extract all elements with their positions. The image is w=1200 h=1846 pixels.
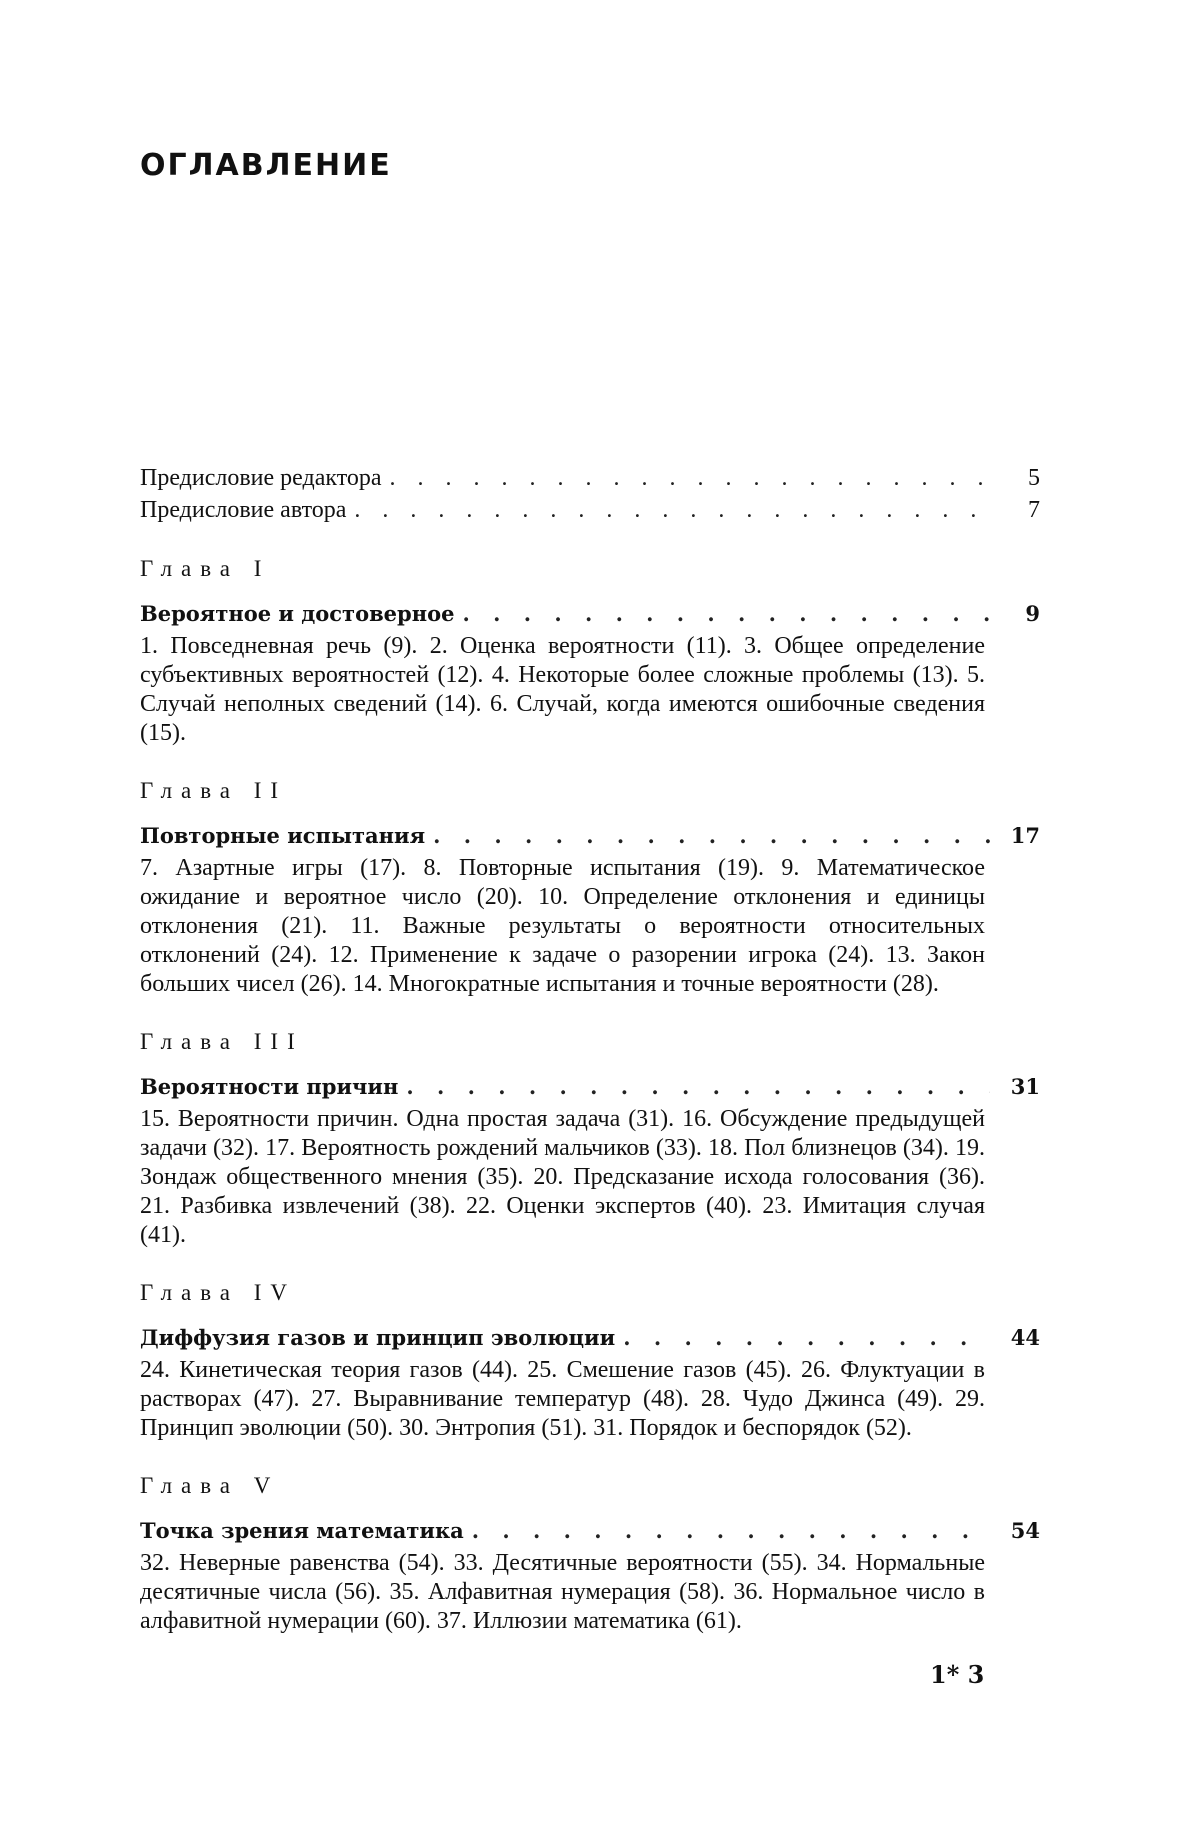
leader-dots <box>462 598 990 630</box>
leader-dots <box>433 820 990 852</box>
leader-dots <box>354 494 990 526</box>
chapter-sections: 24. Кинетическая теория газов (44). 25. Смешение газов (45). 26. Флуктуации в растворах (47). 27. Выравнивание температур (48). 28. Чудо Джинса (49). 29. Принцип эволюции (50). 30. Энтропия (51). 31. Порядок и беспорядок (52). <box>140 1357 985 1441</box>
chapter-label: Глава V <box>140 1473 280 1498</box>
table-of-contents <box>140 462 1040 1636</box>
toc-page-number: 31 <box>1010 1074 1040 1099</box>
chapter-title-line <box>140 1515 1040 1547</box>
page-footer-number: 1* 3 <box>930 1660 985 1689</box>
toc-page-number: 44 <box>1010 1325 1040 1350</box>
toc-entry-author-preface <box>140 494 1040 526</box>
chapter-title: Вероятное и достоверное <box>140 601 455 626</box>
toc-page-number: 54 <box>1010 1518 1040 1543</box>
chapter-sections: 32. Неверные равенства (54). 33. Десятичные вероятности (55). 34. Нормальные десятичные числа (56). 35. Алфавитная нумерация (58). 36. Нормальное число в алфавитной нумерации (60). 37. Иллюзии математика (61). <box>140 1550 985 1634</box>
chapter-label: Глава I <box>140 556 271 581</box>
chapter-title-line <box>140 598 1040 630</box>
chapter-title: Повторные испытания <box>140 823 426 848</box>
toc-page-number: 5 <box>1028 465 1040 491</box>
chapter-4 <box>140 1278 1040 1443</box>
leader-dots <box>390 462 990 494</box>
chapter-2 <box>140 776 1040 999</box>
page-title: ОГЛАВЛЕНИЕ <box>140 148 392 183</box>
leader-dots <box>623 1322 990 1354</box>
toc-page-number: 7 <box>1028 497 1040 523</box>
chapter-1 <box>140 554 1040 748</box>
toc-page-number: 9 <box>1025 601 1040 626</box>
chapter-label: Глава IV <box>140 1280 297 1305</box>
chapter-sections: 15. Вероятности причин. Одна простая задача (31). 16. Обсуждение предыдущей задачи (32). 17. Вероятность рождений мальчиков (33). 18. Пол близнецов (34). 19. Зондаж общественного мнения (35). 20. Предсказание исхода голосования (36). 21. Разбивка извлечений (38). 22. Оценки экспертов (40). 23. Имитация случая (41). <box>140 1106 985 1248</box>
chapter-sections: 1. Повседневная речь (9). 2. Оценка вероятности (11). 3. Общее определение субъективных вероятностей (12). 4. Некоторые более сложные проблемы (13). 5. Случай неполных сведений (14). 6. Случай, когда имеются ошибочные сведения (15). <box>140 633 985 746</box>
chapter-title-line <box>140 1322 1040 1354</box>
chapter-title: Вероятности причин <box>140 1074 399 1099</box>
toc-entry-label: Предисловие автора <box>140 497 347 523</box>
toc-entry-label: Предисловие редактора <box>140 465 382 491</box>
chapter-5 <box>140 1471 1040 1636</box>
leader-dots <box>406 1071 990 1103</box>
chapter-title: Диффузия газов и принцип эволюции <box>140 1325 616 1350</box>
chapter-label: Глава II <box>140 778 288 803</box>
chapter-sections: 7. Азартные игры (17). 8. Повторные испытания (19). 9. Математическое ожидание и вероятное число (20). 10. Определение отклонения и единицы отклонения (21). 11. Важные результаты о вероятности относительных отклонений (24). 12. Применение к задаче о разорении игрока (24). 13. Закон больших чисел (26). 14. Многократные испытания и точные вероятности (28). <box>140 855 985 997</box>
chapter-3 <box>140 1027 1040 1250</box>
toc-page-number: 17 <box>1010 823 1040 848</box>
chapter-title-line <box>140 1071 1040 1103</box>
toc-entry-editor-preface <box>140 462 1040 494</box>
chapter-label: Глава III <box>140 1029 304 1054</box>
leader-dots <box>472 1515 990 1547</box>
chapter-title-line <box>140 820 1040 852</box>
chapter-title: Точка зрения математика <box>140 1518 464 1543</box>
